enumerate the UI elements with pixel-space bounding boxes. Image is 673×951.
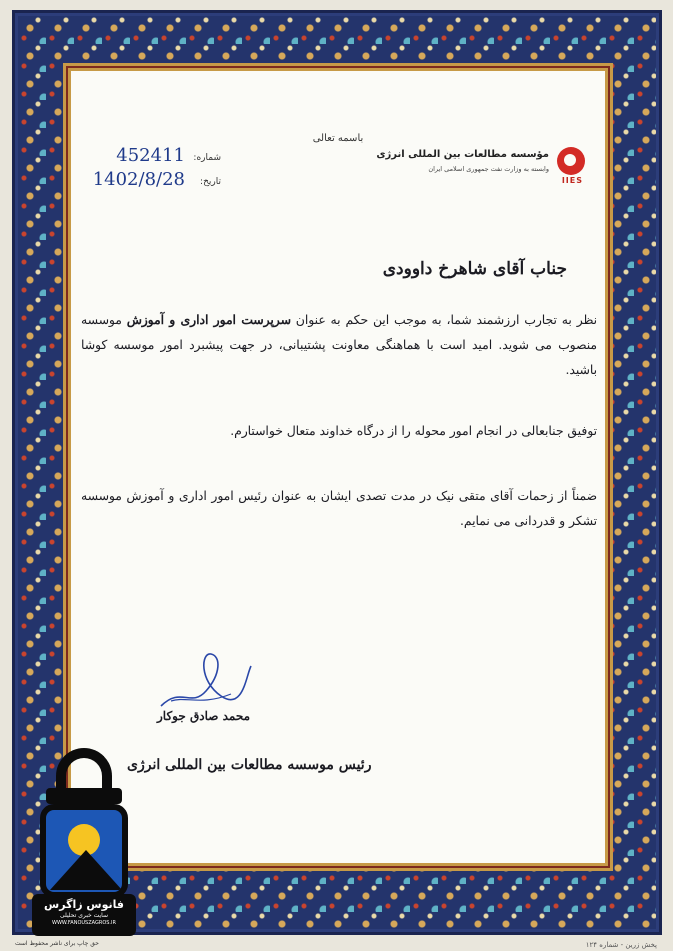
appointment-position: سرپرست امور اداری و آموزش <box>126 312 291 327</box>
organization-subtitle: وابسته به وزارت نفت جمهوری اسلامی ایران <box>428 165 549 173</box>
invocation-text: باسمه تعالی <box>312 133 364 144</box>
lantern-cap <box>46 788 122 804</box>
number-label: شماره: <box>193 153 221 163</box>
organization-logo <box>376 145 585 195</box>
watermark-url: WWW.FANOUSZAGROS.IR <box>52 920 116 926</box>
signer-name: محمد صادق جوکار <box>157 709 251 723</box>
handwritten-signature <box>151 646 261 716</box>
flame-logo-icon <box>557 147 585 175</box>
lantern-handle-icon <box>56 748 112 792</box>
letter-meta <box>81 145 221 197</box>
mountain-icon <box>50 850 122 890</box>
number-value: 452411 <box>116 145 185 166</box>
salutation: جناب آقای شاهرخ داوودی <box>382 259 567 279</box>
appointment-paragraph <box>81 307 597 383</box>
lantern-glass <box>40 804 128 898</box>
logo-abbreviation: IIES <box>561 176 583 185</box>
wish-paragraph: توفیق جنابعالی در انجام امور محوله را از درگاه خداوند متعال خواستارم. <box>230 424 597 438</box>
date-label: تاریخ: <box>200 177 221 187</box>
organization-name: مؤسسه مطالعات بین المللی انرژی <box>376 149 549 160</box>
watermark-name: فانوس زاگرس <box>44 898 124 911</box>
appointment-text-end: موسسه منصوب می شوید. امید است با هماهنگی معاونت پشتیبانی، در جهت پیشبرد امور موسسه کوشا باشید. <box>81 313 597 377</box>
letter-body <box>68 68 608 866</box>
appointment-text-start: نظر به تجارب ارزشمند شما، به موجب این حکم به عنوان <box>290 313 598 327</box>
footer-copyright: حق چاپ برای ناشر محفوظ است <box>15 940 99 947</box>
date-row <box>81 169 221 197</box>
footer-publisher: پخش زرین - شماره ۱۲۴ <box>585 941 657 949</box>
signer-title: رئیس موسسه مطالعات بین المللی انرژی <box>127 757 372 773</box>
thanks-paragraph: ضمناً از زحمات آقای متقی نیک در مدت تصدی ایشان به عنوان رئیس امور اداری و آموزش موسسه تشکر و قدردانی می نمایم. <box>81 489 597 528</box>
date-value: 1402/8/28 <box>92 169 185 190</box>
watermark-label <box>32 894 136 936</box>
lantern-watermark <box>18 748 158 938</box>
watermark-subtitle: سایت خبری تحلیلی <box>59 912 109 919</box>
